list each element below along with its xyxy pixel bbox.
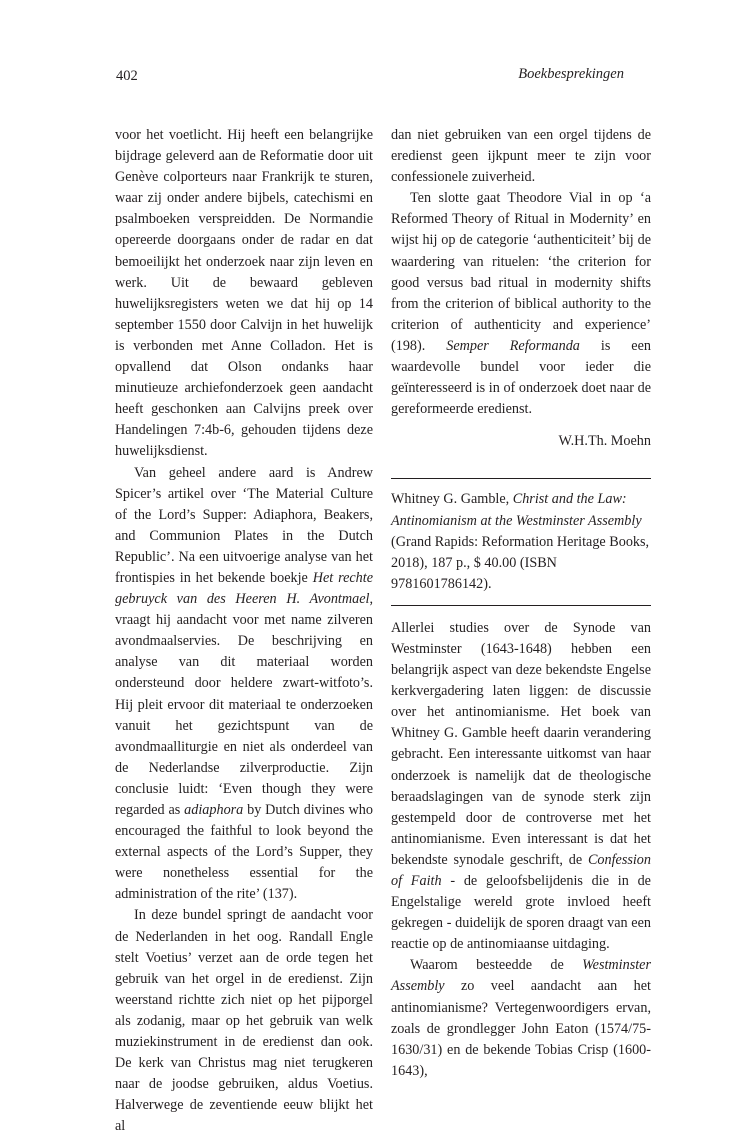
paragraph (391, 188, 651, 420)
italic-title: Semper Reformanda (446, 337, 580, 354)
citation-title: Christ and the Law: Antinomianism at the Westminster Assembly (391, 491, 642, 529)
reviewer-signature: W.H.Th. Moehn (558, 433, 651, 450)
paragraph-text: is een waardevolle bundel voor ieder die geïnteresseerd is in of onderzoek doet naar de gereformeerde eredienst. (391, 337, 651, 418)
divider (391, 605, 651, 606)
paragraph (391, 125, 651, 188)
paragraph-text: - de geloofsbelijdenis die in de Engelstalige wereld grote invloed heeft gekregen - duidelijk de sporen draagt van een reactie op de antinomiaanse uitdaging. (391, 873, 651, 953)
second-review (391, 618, 651, 1082)
italic-title: Confession of Faith (391, 851, 651, 889)
paragraph-text: dan niet gebruiken van een orgel tijdens de eredienst geen ijkpunt meer te zijn voor confessionele zuiverheid. (391, 127, 651, 186)
paragraph-text: by Dutch divines who encouraged the faithful to look beyond the external aspects of the Lord’s Supper, they were nonetheless essential for the administration of the rite’ (137). (115, 802, 373, 903)
paragraph-text: Ten slotte gaat Theodore Vial in op ‘a Reformed Theory of Ritual in Modernity’ en wijst hij op de categorie ‘authenticiteit’ bij de waardering van rituelen: ‘the criterion for good versus bad ritual in modernity shifts from the criterion of biblical authority to the criterion of authenticity and experience’ (198). (391, 190, 651, 354)
paragraph-text: voor het voetlicht. Hij heeft een belangrijke bijdrage geleverd aan de Reformatie door uit Genève colporteurs naar Frankrijk te sturen, waar zij onder andere bijbels, catechismi en psalmboeken verspreidden. De Normandie opereerde doorgaans onder de radar en dat bemoeilijkt het onderzoek naar zijn leven en werk. Uit de bewaard gebleven huwelijksregisters weten we dat hij op 14 september 1550 door Calvijn in het huwelijk is verbonden met Anne Colladon. Het is opvallend dat Olson ondanks haar minutieuze archiefonderzoek geen aandacht heeft geschonken aan Calvijns preek over Handelingen 7:4b-6, gehouden tijdens deze huwelijksdienst. (115, 127, 373, 460)
running-header-title: Boekbesprekingen (518, 66, 624, 82)
italic-term: adiaphora (184, 802, 244, 818)
paragraph (115, 463, 373, 906)
paragraph (391, 618, 651, 956)
paragraph (115, 905, 373, 1137)
left-column (115, 125, 373, 1138)
paragraph-text: Waarom besteedde de (410, 957, 583, 974)
book-citation (391, 479, 651, 604)
italic-title: Het rechte gebruyck van des Heeren H. Avontmael (115, 569, 373, 608)
paragraph-text: , vraagt hij aandacht voor met name zilveren avondmaalservies. De beschrijving en analyse van dit materiaal worden ondersteund door heldere zwart-witfoto’s. Hij pleit ervoor dit materiaal te onderzoeken vanuit het gezichtspunt van de avondmaalliturgie en niet als onderdeel van de Nederlandse zilverproductie. Zijn conclusie luidt: ‘Even though they were regarded as (115, 591, 373, 818)
right-column (391, 125, 651, 1082)
paragraph (115, 125, 373, 463)
paragraph (391, 955, 651, 1082)
paragraph-text: Van geheel andere aard is Andrew Spicer’s artikel over ‘The Material Culture of the Lord’s Supper: Adiaphora, Beakers, and Communion Plates in the Dutch Republic’. Na een uitvoerige analyse van het frontispies in het bekende boekje (115, 464, 373, 586)
paragraph-text: In deze bundel springt de aandacht voor de Nederlanden in het oog. Randall Engle stelt Voetius’ verzet aan de orde tegen het gebruik van het orgel in de eredienst. Zijn weerstand richtte zich niet op het pijporgel als zodanig, maar op het gebruik van welk muziekinstrument in de eredienst dan ook. De kerk van Christus mag niet terugkeren naar de joodse gebruiken, aldus Voetius. Halverwege de zeventiende eeuw blijkt het al (115, 907, 373, 1135)
paragraph-text: zo veel aandacht aan het antinomianisme? Vertegenwoordigers ervan, zoals de grondlegger John Eaton (1574/75-1630/31) en de bekende Tobias Crisp (1600-1643), (391, 978, 651, 1079)
italic-title: Westminster Assembly (391, 957, 651, 995)
citation-author: Whitney G. Gamble, (391, 491, 513, 508)
paragraph-text: Allerlei studies over de Synode van Westminster (1643-1648) hebben een belangrijk aspect van deze bekendste Engelse kerkvergadering laten liggen: de discussie over het antinomianisme. Het boek van Whitney G. Gamble heeft daarin verandering gebracht. Een interessante uitkomst van haar onderzoek is namelijk dat de theologische beraadslagingen van de synode sterk zijn gestempeld door de controverse met het antinomianisme. Even interessant is dat het bekendste synodale geschrift, de (391, 619, 651, 868)
citation-details: (Grand Rapids: Reformation Heritage Books, 2018), 187 p., $ 40.00 (ISBN 9781601786142). (391, 533, 650, 592)
page-number: 402 (116, 68, 138, 84)
